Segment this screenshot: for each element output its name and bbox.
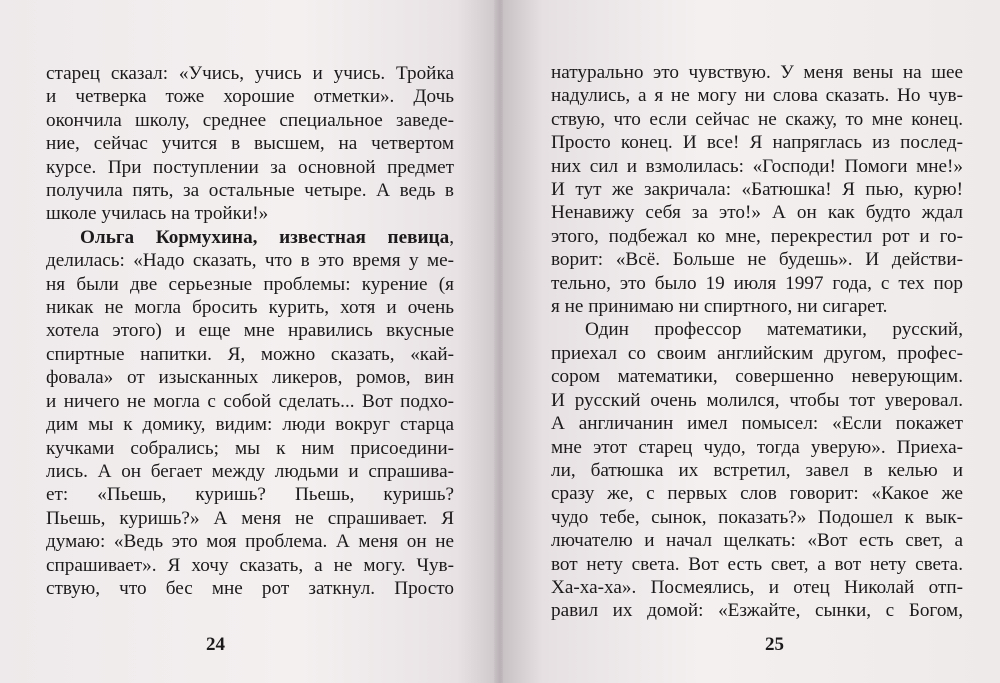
text-line: думаю: «Ведь это моя проблема. А меня он не bbox=[46, 531, 454, 553]
text-line: ствую, что бес мне рот заткнул. Просто bbox=[46, 577, 454, 599]
text-line: кучками собрались; мы к ним присоедини- bbox=[46, 437, 454, 459]
text-line: ствую, что если сейчас не скажу, то мне конец. bbox=[551, 108, 963, 130]
text-line: Просто конец. И все! Я напряглась из послед- bbox=[551, 132, 963, 154]
text-line: тельно, это было 19 июля 1997 года, с тех пор bbox=[551, 272, 963, 294]
text-line: никак не могла бросить курить, хотя и очень bbox=[46, 297, 454, 319]
text-line: И тут же закричала: «Батюшка! Я пью, курю! bbox=[551, 179, 963, 201]
text-line: Ха-ха-ха». Посмеялись, и отец Николай отп- bbox=[551, 576, 963, 598]
text-line: ние, сейчас учится в высшем, на четвертом bbox=[46, 133, 454, 155]
text-line: Пьешь, куришь?» А меня не спрашивает. Я bbox=[46, 507, 454, 529]
text-line: мне этот старец чудо, тогда уверую». Приеха- bbox=[551, 436, 963, 458]
text-line: я не принимаю ни спиртного, ни сигарет. bbox=[551, 296, 888, 318]
text-line: фовала» от изысканных ликеров, ромов, вин bbox=[46, 367, 454, 389]
text-line: сразу же, с первых слов говорит: «Какое же bbox=[551, 483, 963, 505]
text-line: них сил и взмолилась: «Господи! Помоги мне!» bbox=[551, 155, 963, 177]
speaker-name-tail: , bbox=[449, 226, 454, 248]
text-line: и четверка тоже хорошие отметки». Дочь bbox=[46, 86, 454, 108]
text-line: натурально это чувствую. У меня вены на шее bbox=[551, 62, 963, 83]
text-line: спрашивает». Я хочу сказать, а не могу. Чув- bbox=[46, 554, 454, 576]
text-line: школе училась на тройки!» bbox=[46, 203, 269, 225]
text-line: этого, подбежал ко мне, перекрестил рот и го- bbox=[551, 225, 963, 247]
paragraph-start-line bbox=[46, 226, 454, 249]
text-line: старец сказал: «Учись, учись и учись. Тройка bbox=[46, 63, 454, 84]
right-page bbox=[503, 0, 1000, 683]
text-line: и ничего не могла с собой сделать... Вот подхо- bbox=[46, 390, 454, 412]
text-line: ворит: «Всё. Больше не будешь». И действи- bbox=[551, 249, 963, 271]
text-line: приехал со своим английским другом, профес- bbox=[551, 342, 963, 364]
text-line: получила пять, за остальные четыре. А ведь в bbox=[46, 180, 454, 202]
text-line: И русский очень молился, чтобы тот уверовал. bbox=[551, 389, 963, 411]
text-line: лючателю и начал щелкать: «Вот есть свет, а bbox=[551, 530, 963, 552]
text-line: сором математики, совершенно неверующим. bbox=[551, 366, 963, 388]
text-line: ли, батюшка их встретил, завел в келью и bbox=[551, 459, 963, 481]
text-line: чудо тебе, сынок, показать?» Подошел к вык- bbox=[551, 506, 963, 528]
text-line: спиртные напитки. Я, можно сказать, «кай- bbox=[46, 343, 454, 365]
left-page-text bbox=[46, 62, 454, 600]
paragraph-start-line: Один профессор математики, русский, bbox=[585, 319, 963, 341]
text-line: курсе. При поступлении за основной предмет bbox=[46, 156, 454, 178]
text-line: делилась: «Надо сказать, что в это время у ме- bbox=[46, 250, 454, 272]
text-line: дим мы к домику, видим: люди вокруг старца bbox=[46, 414, 454, 436]
text-line: вот нету света. Вот есть свет, а вот нету света. bbox=[551, 553, 963, 575]
text-line: ня были две серьезные проблемы: курение (я bbox=[46, 273, 454, 295]
right-page-text bbox=[551, 61, 963, 623]
text-line: лись. А он бегает между людьми и спрашива- bbox=[46, 460, 454, 482]
speaker-name: Ольга Кормухина, известная певица bbox=[80, 226, 450, 248]
page-number: 25 bbox=[765, 634, 784, 655]
text-line: А англичанин имел помысел: «Если покажет bbox=[551, 413, 963, 435]
text-line: Ненавижу себя за это!» А он как будто ждал bbox=[551, 202, 963, 224]
text-line: окончила школу, среднее специальное заведе- bbox=[46, 109, 454, 131]
text-line: ет: «Пьешь, куришь? Пьешь, куришь? bbox=[46, 484, 454, 506]
text-line: равил их домой: «Езжайте, сынки, с Богом, bbox=[551, 600, 963, 622]
left-page bbox=[0, 0, 497, 683]
page-number: 24 bbox=[206, 634, 225, 655]
text-line: надулись, а я не могу ни слова сказать. Но чув- bbox=[551, 85, 963, 107]
text-line: хотела этого) и еще мне нравились вкусные bbox=[46, 320, 454, 342]
